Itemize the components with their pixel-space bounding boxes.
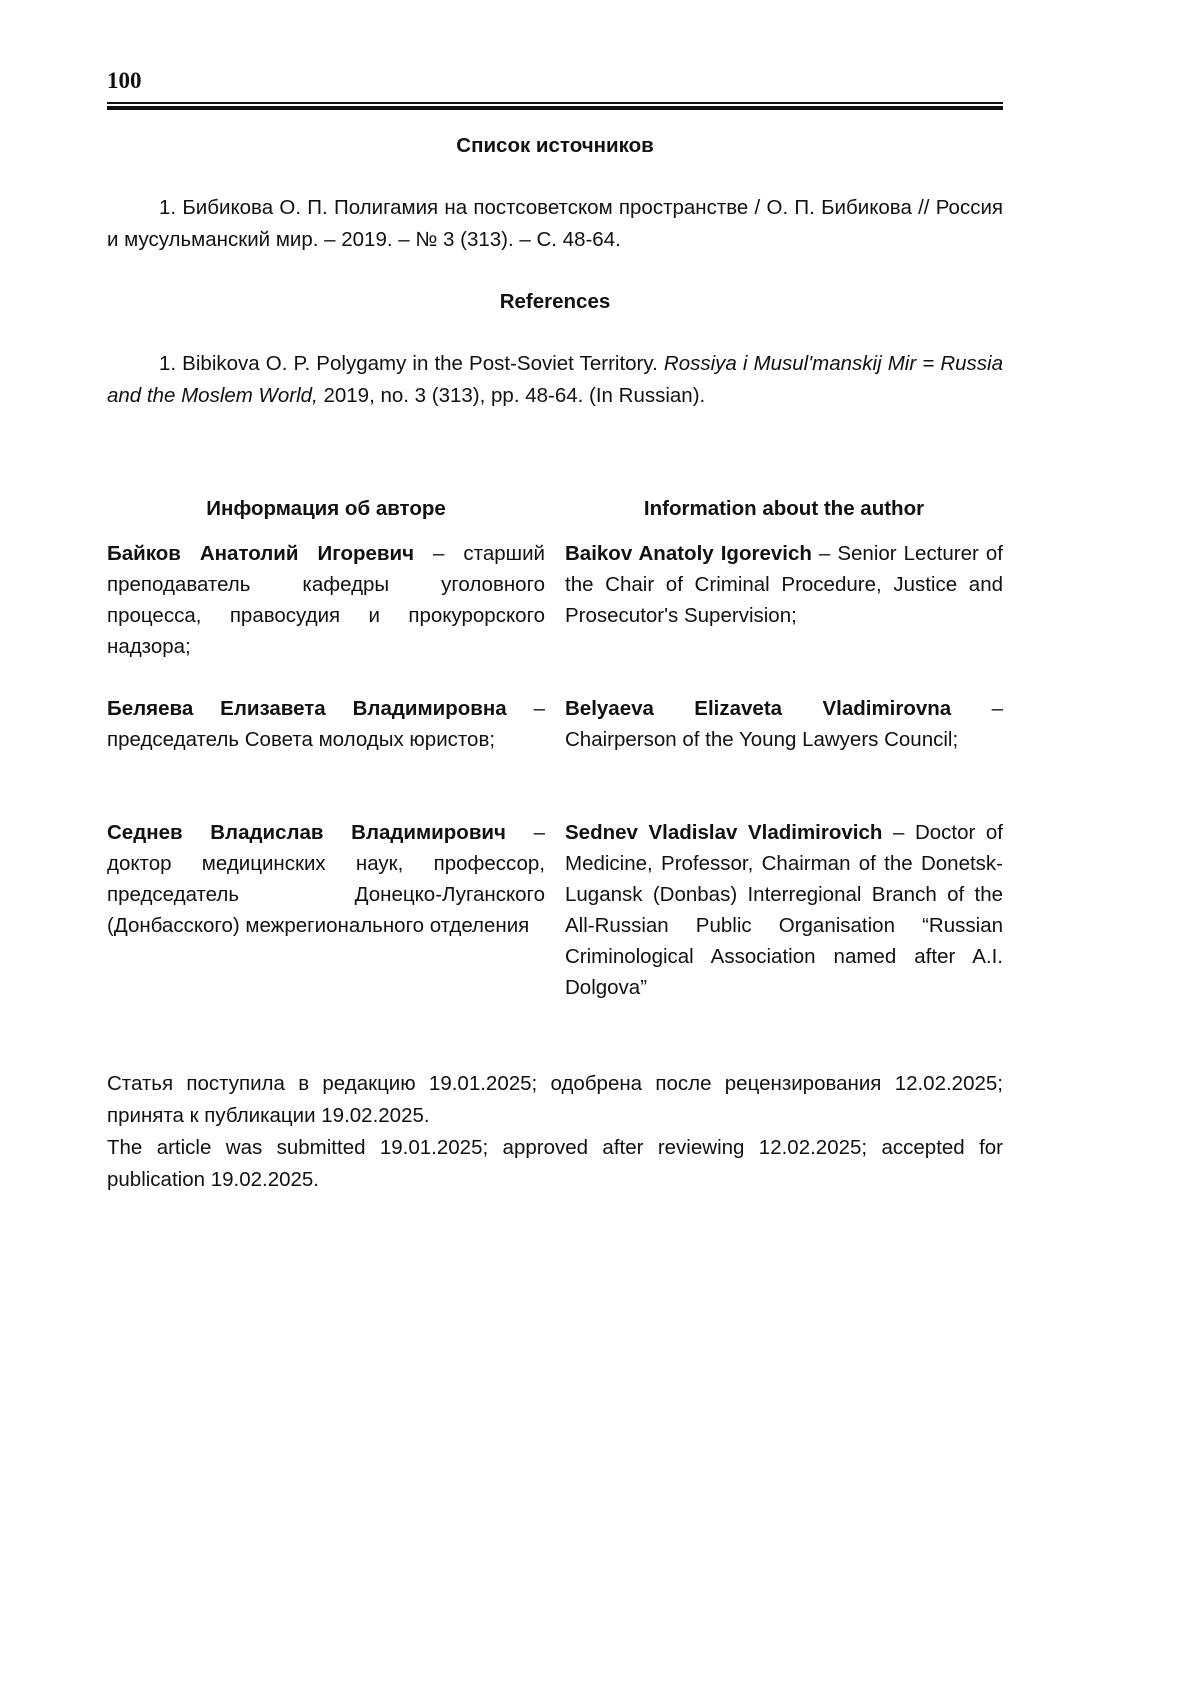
author-name: Седнев Владислав Владимирович	[107, 821, 506, 844]
reference-text: 1. Bibikova O. P. Polygamy in the Post-Soviet Territory.	[159, 352, 664, 375]
page-number: 100	[107, 68, 142, 93]
author-name: Беляева Елизавета Владимировна	[107, 697, 507, 720]
sources-heading: Список источников	[456, 134, 654, 157]
article-dates-ru: Статья поступила в редакцию 19.01.2025; одобрена после рецензирования 12.02.2025; принята к публикации 19.02.2025.	[107, 1072, 1003, 1127]
author-name: Байков Анатолий Игоревич	[107, 542, 415, 565]
author-info-en	[565, 493, 1003, 1034]
article-dates	[107, 1068, 1003, 1196]
author-desc: – Senior Lecturer of the Chair of Criminal Procedure, Justice and Prosecutor's Supervision;	[565, 542, 1004, 627]
author-desc: – Doctor of Medicine, Professor, Chairman of the Donetsk-Lugansk (Donbas) Interregional Branch of the All-Russian Public Organisation “Russian Criminological Association named after A.I. Dolgova”	[565, 821, 1003, 999]
author-entry	[107, 693, 545, 786]
author-entry	[565, 817, 1003, 1003]
author-name: Baikov Anatoly Igorevich	[565, 542, 812, 565]
author-entry	[565, 693, 1003, 786]
references-heading: References	[499, 290, 611, 313]
author-entry	[565, 538, 1003, 662]
reference-journal: Rossiya i Musul'manskij Mir = Russia and the Moslem World,	[107, 352, 1003, 407]
author-info	[107, 493, 1003, 1034]
header-rule-thin	[107, 102, 1003, 104]
author-entry	[107, 538, 545, 662]
source-item: 1. Бибикова О. П. Полигамия на постсоветском пространстве / О. П. Бибикова // Россия и мусульманский мир. – 2019. – № 3 (313). – С. 48-64.	[107, 196, 1003, 251]
author-name: Sednev Vladislav Vladimirovich	[565, 821, 883, 844]
bibliography	[107, 128, 1003, 411]
reference-item	[107, 348, 1003, 411]
author-info-ru	[107, 493, 545, 1034]
article-dates-en: The article was submitted 19.01.2025; approved after reviewing 12.02.2025; accepted for publication 19.02.2025.	[107, 1136, 1003, 1191]
author-desc: – председатель Совета молодых юристов;	[107, 697, 545, 751]
author-entry	[107, 817, 545, 941]
reference-details: 2019, no. 3 (313), pp. 48-64. (In Russian).	[317, 383, 706, 407]
author-desc: – старший преподаватель кафедры уголовного процесса, правосудия и прокурорского надзора;	[107, 542, 545, 658]
author-name: Belyaeva Elizaveta Vladimirovna	[565, 697, 952, 720]
header-rule-thick	[107, 106, 1003, 110]
author-desc: – Chairperson of the Young Lawyers Council;	[565, 697, 1003, 751]
author-info-ru-heading: Информация об авторе	[206, 497, 446, 520]
author-desc: – доктор медицинских наук, профессор, председатель Донецко-Луганского (Донбасского) межрегионального отделения	[107, 821, 545, 937]
author-info-en-heading: Information about the author	[643, 497, 925, 520]
